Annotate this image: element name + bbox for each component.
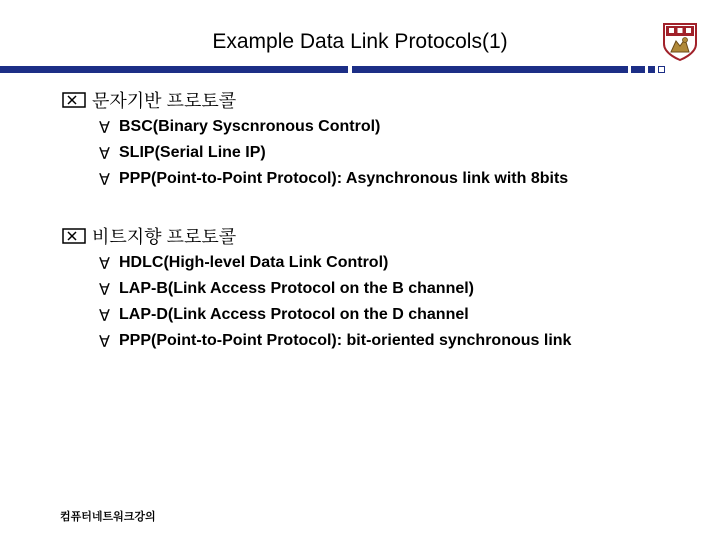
list-item [62,166,568,192]
list-item-text: PPP(Point-to-Point Protocol): bit-oriented synchronous link [119,332,572,349]
forall-bullet: ∀ [99,305,110,325]
forall-bullet: ∀ [99,279,110,299]
forall-bullet: ∀ [99,331,110,351]
forall-bullet: ∀ [99,143,110,163]
section-character-based [62,88,568,192]
list-item [62,328,571,354]
protocol-list [62,114,568,192]
list-item [62,276,571,302]
section-heading [62,224,571,248]
list-item-text: SLIP(Serial Line IP) [119,144,266,161]
forall-bullet: ∀ [99,117,110,137]
header-rule-square [658,66,665,73]
list-item [62,302,571,328]
header-rule-bar [0,66,348,73]
list-item [62,114,568,140]
header-rule-bar [352,66,628,73]
slide-footer: 컴퓨터네트워크강의 [60,510,156,523]
list-item-text: PPP(Point-to-Point Protocol): Asynchronous link with 8bits [119,170,569,187]
header-rule-square [648,66,655,73]
list-item-text: BSC(Binary Syscnronous Control) [119,118,381,135]
list-item-text: LAP-B(Link Access Protocol on the B channel) [119,280,475,297]
crossed-box-icon [62,228,88,244]
forall-bullet: ∀ [99,253,110,273]
section-bit-oriented [62,224,571,354]
list-item-text: HDLC(High-level Data Link Control) [119,254,389,271]
list-item-text: LAP-D(Link Access Protocol on the D channel [119,306,469,323]
list-item [62,140,568,166]
slide-title: Example Data Link Protocols(1) [212,30,508,53]
list-item [62,250,571,276]
section-heading-text: 문자기반 프로토콜 [92,91,237,111]
protocol-list [62,250,571,354]
forall-bullet: ∀ [99,169,110,189]
crossed-box-icon [62,92,88,108]
university-crest-icon [662,22,698,62]
header-rule-bar [631,66,645,73]
section-heading [62,88,568,112]
section-heading-text: 비트지향 프로토콜 [92,227,237,247]
